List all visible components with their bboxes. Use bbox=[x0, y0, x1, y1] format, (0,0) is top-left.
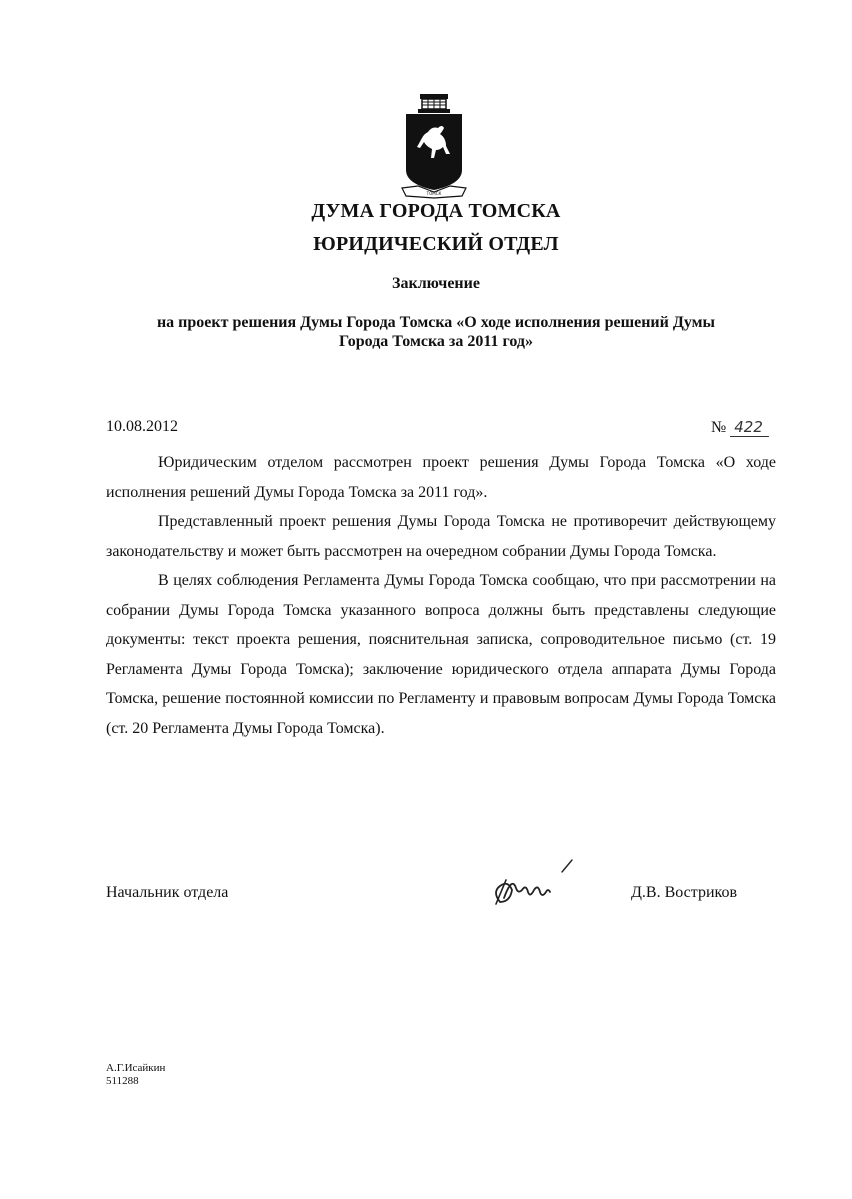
number-value: 422 bbox=[730, 418, 769, 437]
document-date: 10.08.2012 bbox=[106, 418, 178, 435]
org-name: ДУМА ГОРОДА ТОМСКА bbox=[311, 200, 561, 222]
handwritten-signature bbox=[486, 858, 576, 914]
signer-name: Д.В. Востриков bbox=[631, 884, 738, 901]
signer-title: Начальник отдела bbox=[106, 884, 229, 901]
document-subject bbox=[120, 313, 752, 351]
subject-line-1: на проект решения Думы Города Томска «О ходе исполнения решений Думы bbox=[156, 314, 716, 331]
subject-line-2: Города Томска за 2011 год» bbox=[339, 333, 533, 350]
document-type: Заключение bbox=[392, 275, 480, 292]
body-paragraph: В целях соблюдения Регламента Думы Города Томска сообщаю, что при рассмотрении на собрании Думы Города Томска указанного вопроса должны быть представлены следующие документы: текст проекта решения, пояснительная записка, сопроводительное письмо (ст. 19 Регламента Думы Города Томска); заключение юридического отдела аппарата Думы Города Томска, решение постоянной комиссии по Регламенту и правовым вопросам Думы Города Томска (ст. 20 Регламента Думы Города Томска). bbox=[106, 572, 776, 737]
body-paragraph: Представленный проект решения Думы Города Томска не противоречит действующему законодательству и может быть рассмотрен на очередном собрании Думы Города Томска. bbox=[106, 513, 776, 560]
executor-name: А.Г.Исайкин bbox=[106, 1062, 166, 1074]
document-number bbox=[711, 418, 769, 437]
svg-text:ТОМСК: ТОМСК bbox=[426, 191, 442, 196]
document-body bbox=[106, 448, 776, 743]
number-label: № bbox=[711, 419, 727, 436]
tomsk-coat-of-arms-icon bbox=[398, 92, 470, 200]
body-paragraph: Юридическим отделом рассмотрен проект решения Думы Города Томска «О ходе исполнения решений Думы Города Томска за 2011 год». bbox=[106, 454, 776, 501]
executor-info bbox=[106, 1062, 165, 1088]
executor-phone: 511288 bbox=[106, 1075, 139, 1087]
department-name: ЮРИДИЧЕСКИЙ ОТДЕЛ bbox=[313, 233, 559, 255]
